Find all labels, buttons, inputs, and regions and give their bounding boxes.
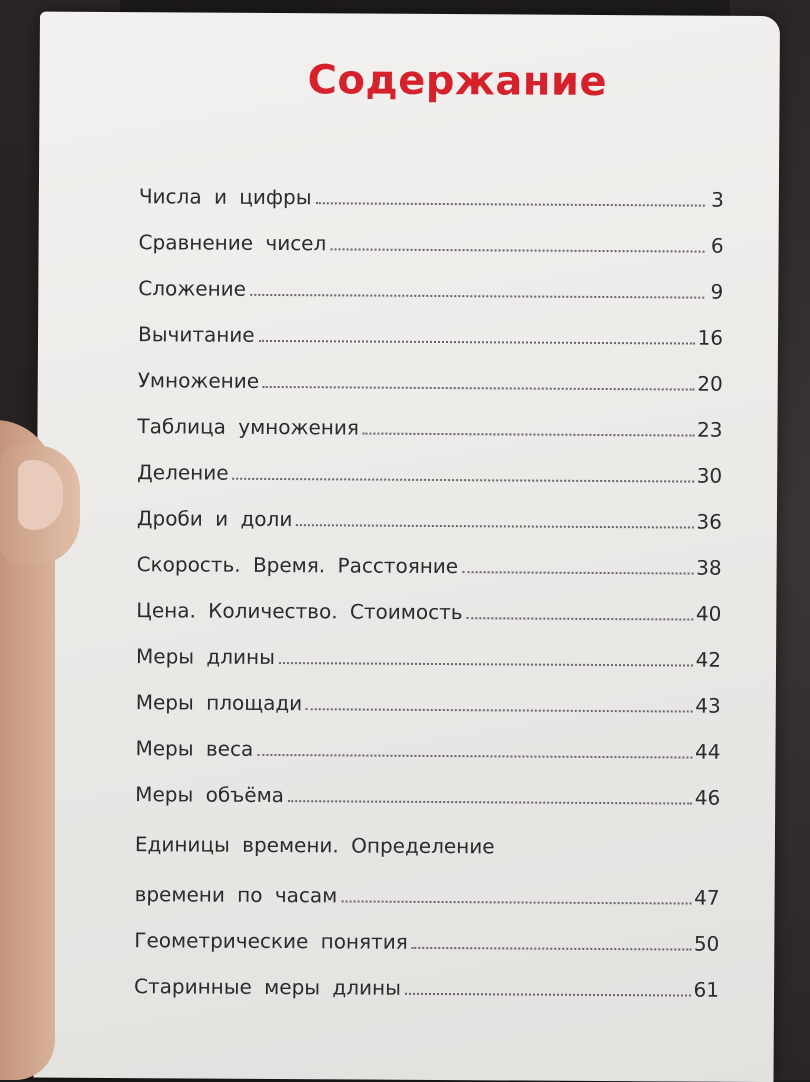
toc-entry xyxy=(135,760,720,810)
leader-dots xyxy=(341,900,691,904)
toc-entry xyxy=(139,208,724,258)
toc-label: Таблица умножения xyxy=(137,414,359,439)
toc-label: Старинные меры длины xyxy=(134,974,401,1000)
toc-entry xyxy=(138,346,723,396)
toc-label: Сложение xyxy=(138,276,246,301)
toc-page-number: 6 xyxy=(708,234,724,258)
toc-label: Дроби и доли xyxy=(137,506,293,531)
toc-page-number: 36 xyxy=(696,510,722,534)
book-page xyxy=(33,12,779,1082)
toc-page-number: 46 xyxy=(695,786,721,810)
toc-entry xyxy=(137,530,722,580)
toc-page-number: 3 xyxy=(708,188,724,212)
toc-label: Геометрические понятия xyxy=(134,928,408,954)
toc-page-number: 50 xyxy=(694,932,720,956)
toc-page-number: 47 xyxy=(694,886,720,910)
toc-label: Меры объёма xyxy=(135,782,284,807)
toc-page-number: 61 xyxy=(694,978,720,1002)
toc-page-number: 40 xyxy=(696,602,722,626)
toc-entry xyxy=(139,162,724,212)
toc-label: Единицы времени. Определение xyxy=(135,832,495,858)
toc-entry xyxy=(136,622,721,672)
toc-page-number: 44 xyxy=(695,740,721,764)
toc-page-number: 30 xyxy=(697,464,723,488)
toc-label: Скорость. Время. Расстояние xyxy=(137,552,459,578)
leader-dots xyxy=(259,340,695,345)
toc-label: Меры длины xyxy=(136,644,275,669)
toc-label: Меры веса xyxy=(135,736,253,761)
leader-dots xyxy=(315,202,704,206)
toc-entry xyxy=(134,952,719,1002)
toc-page-number: 20 xyxy=(697,372,723,396)
toc-entry xyxy=(136,668,721,718)
leader-dots xyxy=(296,524,693,528)
leader-dots xyxy=(363,433,694,437)
toc-page-number: 9 xyxy=(707,280,723,304)
leader-dots xyxy=(263,386,694,391)
leader-dots xyxy=(330,248,704,252)
toc-page-number: 42 xyxy=(696,648,722,672)
toc-entry xyxy=(134,906,719,956)
toc-label: Сравнение чисел xyxy=(139,230,327,255)
leader-dots xyxy=(257,754,692,759)
leader-dots xyxy=(467,617,693,620)
toc-entry xyxy=(138,254,723,304)
toc-entry xyxy=(136,576,721,626)
table-of-contents xyxy=(134,162,724,1002)
toc-entry xyxy=(135,806,720,860)
leader-dots xyxy=(233,478,694,483)
toc-label: Числа и цифры xyxy=(139,184,312,209)
toc-page-number: 43 xyxy=(695,694,721,718)
toc-entry xyxy=(137,438,722,488)
toc-label: Вычитание xyxy=(138,322,255,347)
leader-dots xyxy=(405,993,691,997)
toc-label: времени по часам xyxy=(135,882,338,907)
page-title: Содержание xyxy=(307,57,607,105)
toc-entry xyxy=(135,856,720,910)
toc-entry xyxy=(137,392,722,442)
toc-page-number: 38 xyxy=(696,556,722,580)
toc-label: Умножение xyxy=(138,368,259,393)
leader-dots xyxy=(279,662,693,667)
toc-page-number: 23 xyxy=(697,418,723,442)
toc-label: Цена. Количество. Стоимость xyxy=(136,598,462,624)
leader-dots xyxy=(288,800,692,804)
leader-dots xyxy=(250,294,704,299)
leader-dots xyxy=(306,708,692,712)
toc-label: Меры площади xyxy=(136,690,303,715)
toc-page-number: 16 xyxy=(698,326,724,350)
toc-label: Деление xyxy=(137,460,229,485)
leader-dots xyxy=(412,947,691,951)
leader-dots xyxy=(462,571,693,574)
toc-entry xyxy=(135,714,720,764)
toc-entry xyxy=(138,300,723,350)
toc-entry xyxy=(137,484,722,534)
